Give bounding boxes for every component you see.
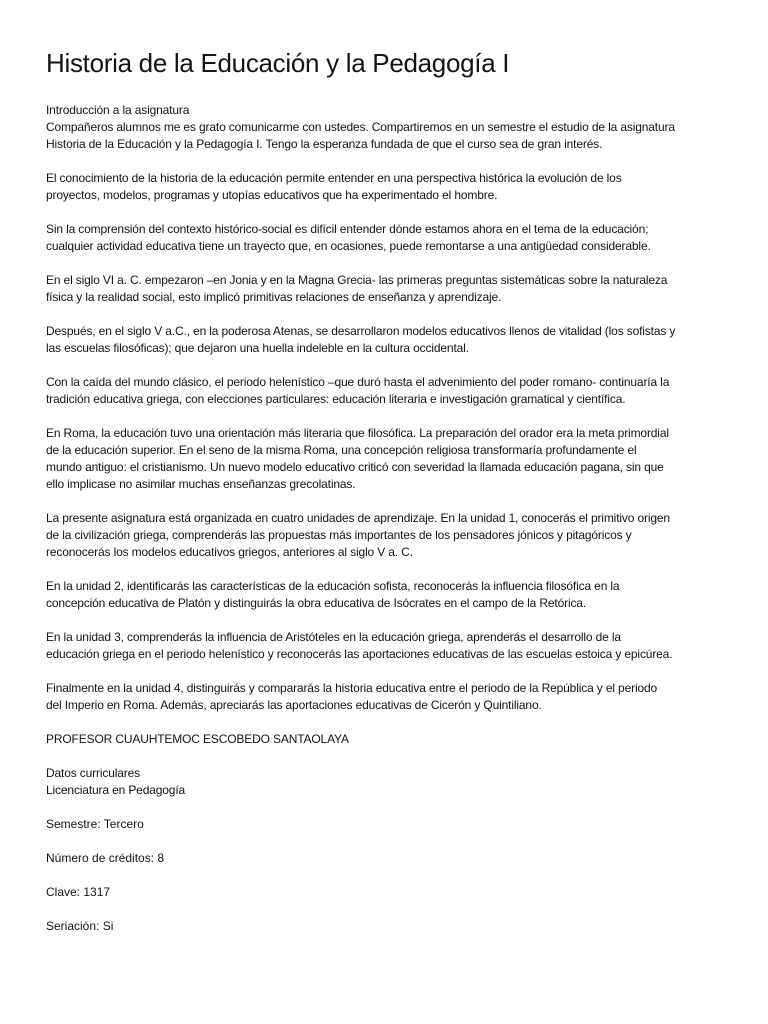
intro-section [46, 102, 746, 153]
paragraph-line: de la civilización griega, comprenderás las propuestas más importantes de los pensadores jónicos y pitagóricos y [46, 528, 632, 542]
paragraph-line: tradición educativa griega, con elecciones particulares: educación literaria e investigación gramatical y científica. [46, 392, 626, 406]
field-semestre: Semestre: Tercero [46, 817, 144, 831]
paragraph [46, 272, 746, 306]
paragraph [46, 578, 746, 612]
paragraph-line: En el siglo VI a. C. empezaron –en Jonia y en la Magna Grecia- las primeras preguntas sistemáticas sobre la naturaleza [46, 273, 668, 287]
paragraph-line: mundo antiguo: el cristianismo. Un nuevo modelo educativo criticó con severidad la llamada educación pagana, sin que [46, 460, 664, 474]
paragraph-line: concepción educativa de Platón y distinguirás la obra educativa de Isócrates en el campo de la Retórica. [46, 596, 587, 610]
paragraph [46, 170, 746, 204]
cv-value: Licenciatura en Pedagogía [46, 783, 186, 797]
cv-section [46, 765, 746, 799]
field-creditos: Número de créditos: 8 [46, 851, 165, 865]
paragraph-line: proyectos, modelos, programas y utopías educativos que ha experimentado el hombre. [46, 188, 498, 202]
field-clave: Clave: 1317 [46, 885, 111, 899]
paragraph-line: física y la realidad social, esto implicó primitivas relaciones de enseñanza y aprendizaje. [46, 290, 502, 304]
paragraph-line: Compañeros alumnos me es grato comunicarme con ustedes. Compartiremos en un semestre el estudio de la asignatura [46, 120, 675, 134]
cv-heading: Datos curriculares [46, 766, 140, 780]
paragraph-line: Después, en el siglo V a.C., en la poderosa Atenas, se desarrollaron modelos educativos llenos de vitalidad (los sofistas y [46, 324, 676, 338]
paragraph-line: de la educación superior. En el seno de la misma Roma, una concepción religiosa transformaría profundamente el [46, 443, 637, 457]
paragraph-line: Sin la comprensión del contexto histórico-social es difícil entender dónde estamos ahora en el tema de la educación; [46, 222, 649, 236]
paragraph-line: En la unidad 3, comprenderás la influencia de Aristóteles en la educación griega, aprenderás el desarrollo de la [46, 630, 621, 644]
paragraph-line: del Imperio en Roma. Además, apreciarás las aportaciones educativas de Cicerón y Quintiliano. [46, 698, 542, 712]
paragraph-line: ello implicase no asimilar muchas enseñanzas grecolatinas. [46, 477, 356, 491]
paragraph [46, 510, 746, 561]
paragraph-line: cualquier actividad educativa tiene un trayecto que, en ocasiones, puede remontarse a una antigüedad considerable. [46, 239, 651, 253]
paragraph [46, 680, 746, 714]
paragraph [46, 425, 746, 493]
paragraph-line: reconocerás los modelos educativos griegos, anteriores al siglo V a. C. [46, 545, 413, 559]
paragraph-line: El conocimiento de la historia de la educación permite entender en una perspectiva histórica la evolución de los [46, 171, 622, 185]
document-title: Historia de la Educación y la Pedagogía I [46, 48, 510, 78]
paragraph-line: En la unidad 2, identificarás las características de la educación sofista, reconocerás la influencia filosófica en la [46, 579, 620, 593]
paragraph-line: Historia de la Educación y la Pedagogía I. Tengo la esperanza fundada de que el curso sea de gran interés. [46, 137, 603, 151]
paragraph-line: las escuelas filosóficas); que dejaron una huella indeleble en la cultura occidental. [46, 341, 469, 355]
paragraph-line: Finalmente en la unidad 4, distinguirás y compararás la historia educativa entre el periodo de la República y el periodo [46, 681, 658, 695]
field-seriacion: Seriación: Si [46, 919, 114, 933]
paragraph-line: Con la caída del mundo clásico, el periodo helenístico –que duró hasta el advenimiento del poder romano- continuaría la [46, 375, 670, 389]
paragraph [46, 374, 746, 408]
paragraph-line: La presente asignatura está organizada en cuatro unidades de aprendizaje. En la unidad 1, conocerás el primitivo origen [46, 511, 670, 525]
paragraph [46, 323, 746, 357]
paragraph-line: En Roma, la educación tuvo una orientación más literaria que filosófica. La preparación del orador era la meta primordial [46, 426, 669, 440]
paragraph [46, 629, 746, 663]
professor-name: PROFESOR CUAUHTEMOC ESCOBEDO SANTAOLAYA [46, 732, 349, 746]
intro-heading: Introducción a la asignatura [46, 103, 190, 117]
paragraph [46, 221, 746, 255]
paragraph-line: educación griega en el periodo helenístico y reconocerás las aportaciones educativas de las escuelas estoica y epicúrea. [46, 647, 673, 661]
document-page [46, 46, 746, 952]
